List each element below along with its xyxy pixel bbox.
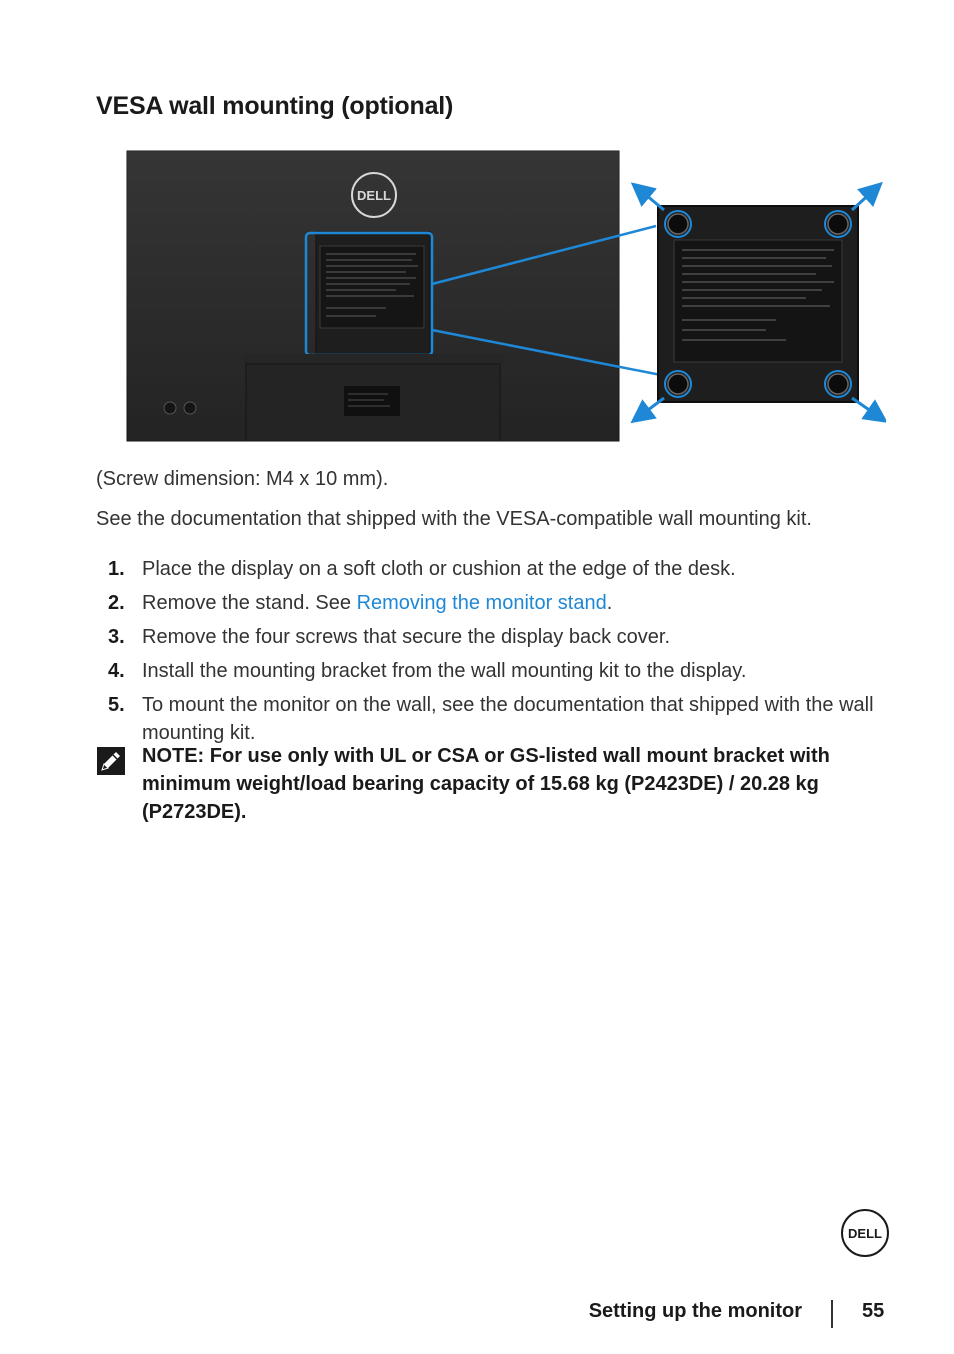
step-number: 5.	[108, 694, 125, 716]
step-text: To mount the monitor on the wall, see the documentation that shipped with the wall mounting kit.	[142, 694, 874, 744]
page-number: 55	[862, 1300, 885, 1322]
list-item	[96, 589, 896, 617]
step-text: Remove the stand. See	[142, 592, 357, 614]
list-item	[96, 623, 896, 651]
screw-dimension-text: (Screw dimension: M4 x 10 mm).	[96, 468, 389, 490]
footer-divider	[831, 1300, 833, 1328]
list-item	[96, 657, 896, 685]
steps-list	[96, 555, 896, 753]
page-footer	[0, 1300, 954, 1330]
step-number: 4.	[108, 660, 125, 682]
step-number: 1.	[108, 558, 125, 580]
intro-text: See the documentation that shipped with the VESA-compatible wall mounting kit.	[96, 508, 812, 530]
monitor-back-illustration	[126, 150, 886, 445]
note-pencil-icon	[96, 746, 126, 776]
step-text: Remove the four screws that secure the display back cover.	[142, 626, 671, 648]
brand-logo-text: DELL	[848, 1226, 882, 1241]
vesa-plate-zoomed	[658, 206, 858, 402]
step-text: Place the display on a soft cloth or cushion at the edge of the desk.	[142, 558, 736, 580]
list-item	[96, 691, 896, 747]
step-number: 3.	[108, 626, 125, 648]
list-item	[96, 555, 896, 583]
step-text: Install the mounting bracket from the wall mounting kit to the display.	[142, 660, 747, 682]
note-text: NOTE: For use only with UL or CSA or GS-listed wall mount bracket with minimum weight/load bearing capacity of 15.68 kg (P2423DE) / 20.28 kg (P2723DE).	[142, 745, 830, 823]
step-number: 2.	[108, 592, 125, 614]
dell-logo	[840, 1208, 890, 1258]
svg-text:DELL: DELL	[357, 188, 391, 203]
step-text-end: .	[606, 592, 613, 614]
page-title: VESA wall mounting (optional)	[96, 92, 454, 120]
removing-stand-link[interactable]: Removing the monitor stand	[356, 592, 607, 614]
footer-section-title: Setting up the monitor	[588, 1300, 802, 1322]
